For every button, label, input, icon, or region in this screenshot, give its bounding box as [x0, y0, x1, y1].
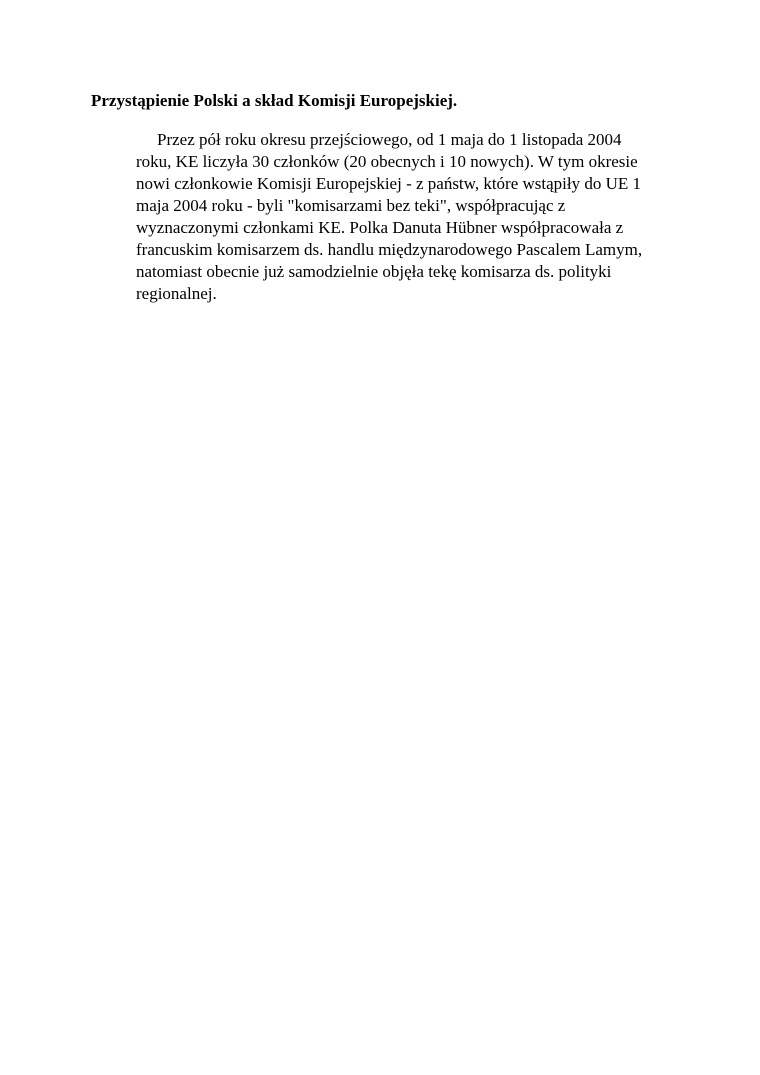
- document-title: Przystąpienie Polski a skład Komisji Europejskiej.: [91, 91, 458, 110]
- paragraph-line: regionalnej.: [136, 284, 217, 303]
- paragraph-line: francuskim komisarzem ds. handlu międzynarodowego Pascalem Lamym,: [136, 240, 643, 259]
- paragraph-line: natomiast obecnie już samodzielnie objęła tekę komisarza ds. polityki: [136, 262, 612, 281]
- paragraph-line: roku, KE liczyła 30 członków (20 obecnych i 10 nowych). W tym okresie: [136, 152, 638, 171]
- paragraph-line: wyznaczonymi członkami KE. Polka Danuta Hübner współpracowała z: [136, 218, 624, 237]
- paragraph-line: maja 2004 roku - byli "komisarzami bez teki", współpracując z: [136, 196, 566, 215]
- paragraph-line: Przez pół roku okresu przejściowego, od 1 maja do 1 listopada 2004: [157, 130, 622, 149]
- paragraph-line: nowi członkowie Komisji Europejskiej - z państw, które wstąpiły do UE 1: [136, 174, 642, 193]
- document-paragraph: [136, 129, 696, 305]
